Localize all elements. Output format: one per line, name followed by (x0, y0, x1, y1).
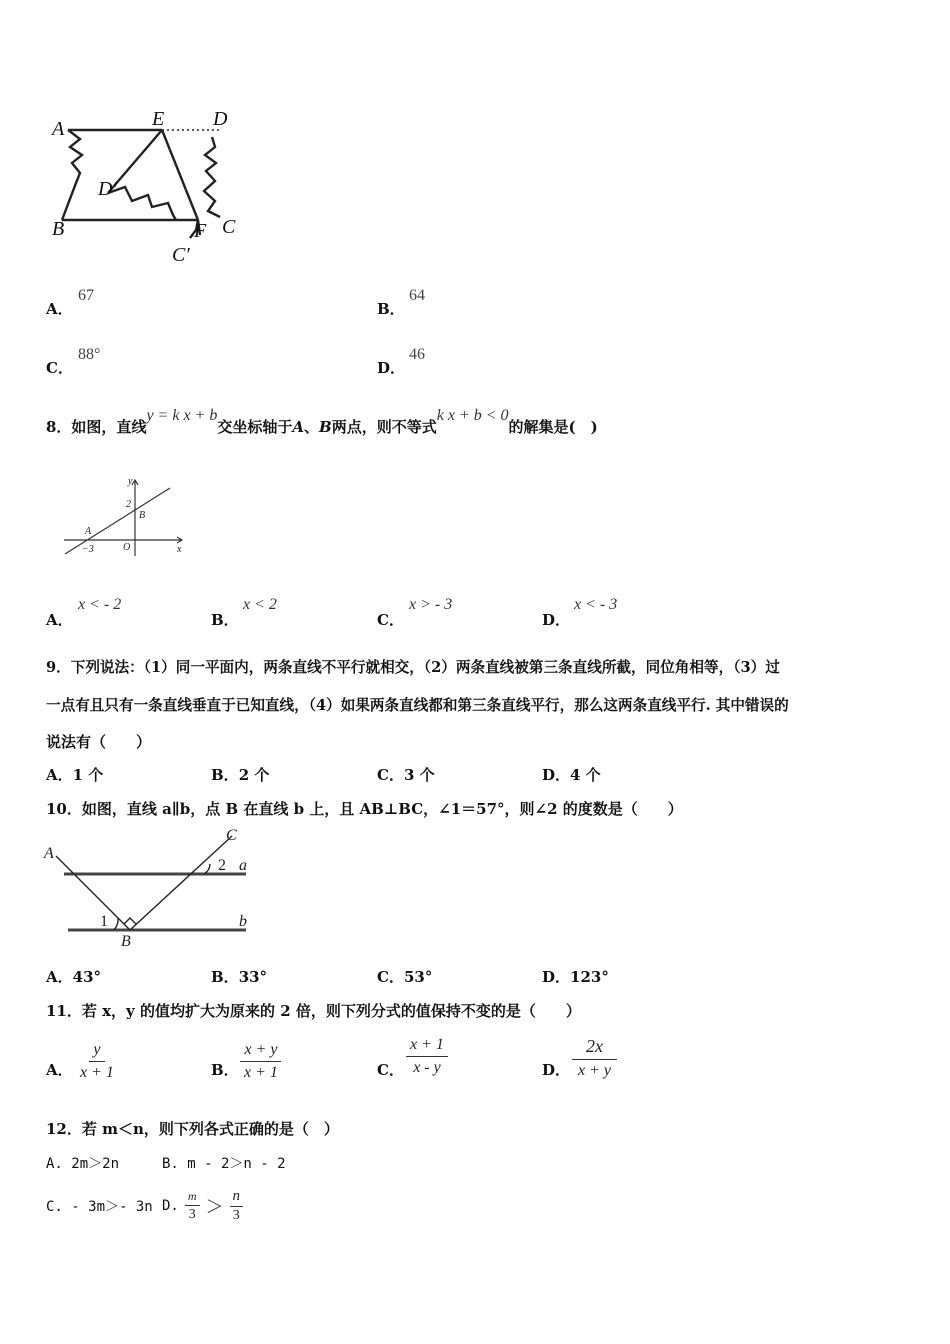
figure-q8-coordinate-line (60, 470, 195, 560)
fig7-label-b: B (52, 218, 65, 240)
q7-option-c-value: 88° (78, 346, 101, 363)
fig8-label-y: y (128, 476, 133, 487)
fig8-label-o: O (123, 542, 131, 553)
fig7-label-e: E (152, 108, 165, 130)
q8-stem (46, 407, 598, 437)
q11-b-denominator: x + 1 (244, 1064, 278, 1081)
q8-inequality: k x + b < 0 (436, 407, 509, 424)
q7-option-d-value: 46 (409, 346, 425, 363)
q9-stem-line3: 说法有（ ） (46, 733, 152, 751)
q11-c-denominator: x - y (413, 1059, 441, 1076)
fig8-label-a: A (85, 526, 92, 537)
fig10-label-angle2: 2 (218, 857, 226, 874)
fig8-label-2: 2 (126, 499, 131, 510)
q7-option-a-letter: A． (46, 300, 73, 318)
q8-option-d-value: x < - 3 (574, 596, 618, 613)
q11-option-d-letter: D． (542, 1061, 571, 1079)
q7-option-d-letter: D． (377, 359, 406, 377)
q7-option-a-value: 67 (78, 287, 94, 304)
fig7-label-f: F (194, 220, 207, 242)
q9-option-d: D．4 个 (542, 766, 601, 784)
q11-option-c-letter: C． (377, 1061, 404, 1079)
q8-option-d-letter: D． (542, 611, 571, 629)
q10-option-d: D．123° (542, 968, 609, 986)
q11-a-denominator: x + 1 (80, 1064, 114, 1081)
fig7-label-d: D (213, 108, 228, 130)
q11-option-b-fraction (240, 1041, 282, 1082)
q10-option-c: C．53° (377, 968, 433, 986)
q11-option-a-letter: A． (46, 1061, 73, 1079)
fig7-label-d-prime: D′ (98, 178, 117, 200)
q8-option-c-letter: C． (377, 611, 404, 629)
q12-d-fraction-left: $\frac{m}{3}$ (185, 1189, 200, 1223)
fig7-label-c-prime: C′ (172, 244, 190, 266)
q8-suffix: 的解集是( ) (508, 418, 598, 436)
q8-mid: 交坐标轴于 (217, 418, 293, 436)
q12-stem: 12．若 m＜n，则下列各式正确的是（ ） (46, 1120, 339, 1138)
fig7-label-c: C (222, 216, 236, 238)
q9-stem-line2: 一点有且只有一条直线垂直于已知直线，（4）如果两条直线都和第三条直线平行，那么这两条直线平行. 其中错误的 (46, 697, 789, 714)
fig8-label-neg3: −3 (82, 544, 94, 555)
q7-option-b-value: 64 (409, 287, 425, 304)
q11-c-numerator: x + 1 (406, 1036, 448, 1057)
q12-option-c: C. - 3m＞- 3n (46, 1199, 153, 1215)
fig10-label-b-point: B (121, 933, 131, 950)
fig7-label-a: A (52, 118, 65, 140)
q12-option-b: B. m - 2＞n - 2 (162, 1156, 286, 1172)
q11-option-d-fraction (572, 1036, 617, 1080)
fig8-label-x: x (177, 544, 182, 555)
q8-option-c-value: x > - 3 (409, 596, 453, 613)
q12-d-operator: ＞ (205, 1197, 224, 1218)
q10-option-b: B．33° (211, 968, 268, 986)
figure-q7-rectangle-fold (40, 105, 250, 270)
q8-prefix: 8．如图，直线 (46, 418, 147, 436)
q11-a-numerator: y (89, 1041, 104, 1062)
q10-stem: 10．如图，直线 a∥b，点 B 在直线 b 上，且 AB⊥BC，∠1＝57°，则∠2 的度数是（ ） (46, 800, 683, 818)
q12-option-a: A. 2m＞2n (46, 1156, 120, 1172)
fig10-label-c: C (226, 827, 237, 844)
q12-option-d-letter: D. (162, 1198, 179, 1214)
fig10-label-a-point: A (44, 845, 54, 862)
q11-stem: 11．若 x，y 的值均扩大为原来的 2 倍，则下列分式的值保持不变的是（ ） (46, 1002, 581, 1020)
q8-option-a-letter: A． (46, 611, 73, 629)
figure-q10-parallel-lines (40, 822, 260, 952)
q8-point-b: B (319, 418, 332, 436)
q11-option-c-fraction (406, 1036, 448, 1077)
q11-d-denominator: x + y (578, 1062, 611, 1079)
q8-point-a: A (292, 418, 305, 436)
q8-option-b-value: x < 2 (243, 596, 277, 613)
q10-option-a: A．43° (46, 968, 102, 986)
q11-option-b-letter: B． (211, 1061, 239, 1079)
q11-b-numerator: x + y (240, 1041, 281, 1062)
q8-sep: 、 (304, 418, 320, 436)
q12-option-d (162, 1188, 243, 1224)
q8-equation-line: y = k x + b (146, 407, 218, 424)
q7-option-b-letter: B． (377, 300, 405, 318)
fig10-label-angle1: 1 (100, 913, 108, 930)
q7-option-c-letter: C． (46, 359, 73, 377)
fig10-label-line-a: a (239, 857, 247, 874)
q9-option-b: B．2 个 (211, 766, 270, 784)
q11-d-numerator: 2x (572, 1036, 617, 1060)
q9-option-a: A．1 个 (46, 766, 104, 784)
q11-option-a-fraction (76, 1041, 118, 1082)
q12-d-fraction-right: $\frac{n}{3}$ (230, 1188, 244, 1224)
q9-option-c: C．3 个 (377, 766, 435, 784)
q9-stem-line1: 9．下列说法：（1）同一平面内，两条直线不平行就相交，（2）两条直线被第三条直线所截，同位角相等，（3）过 (46, 659, 780, 676)
q8-option-b-letter: B． (211, 611, 239, 629)
q8-mid2: 两点，则不等式 (331, 418, 437, 436)
q8-option-a-value: x < - 2 (78, 596, 122, 613)
fig8-label-b: B (139, 510, 146, 521)
fig10-label-line-b: b (239, 913, 247, 930)
